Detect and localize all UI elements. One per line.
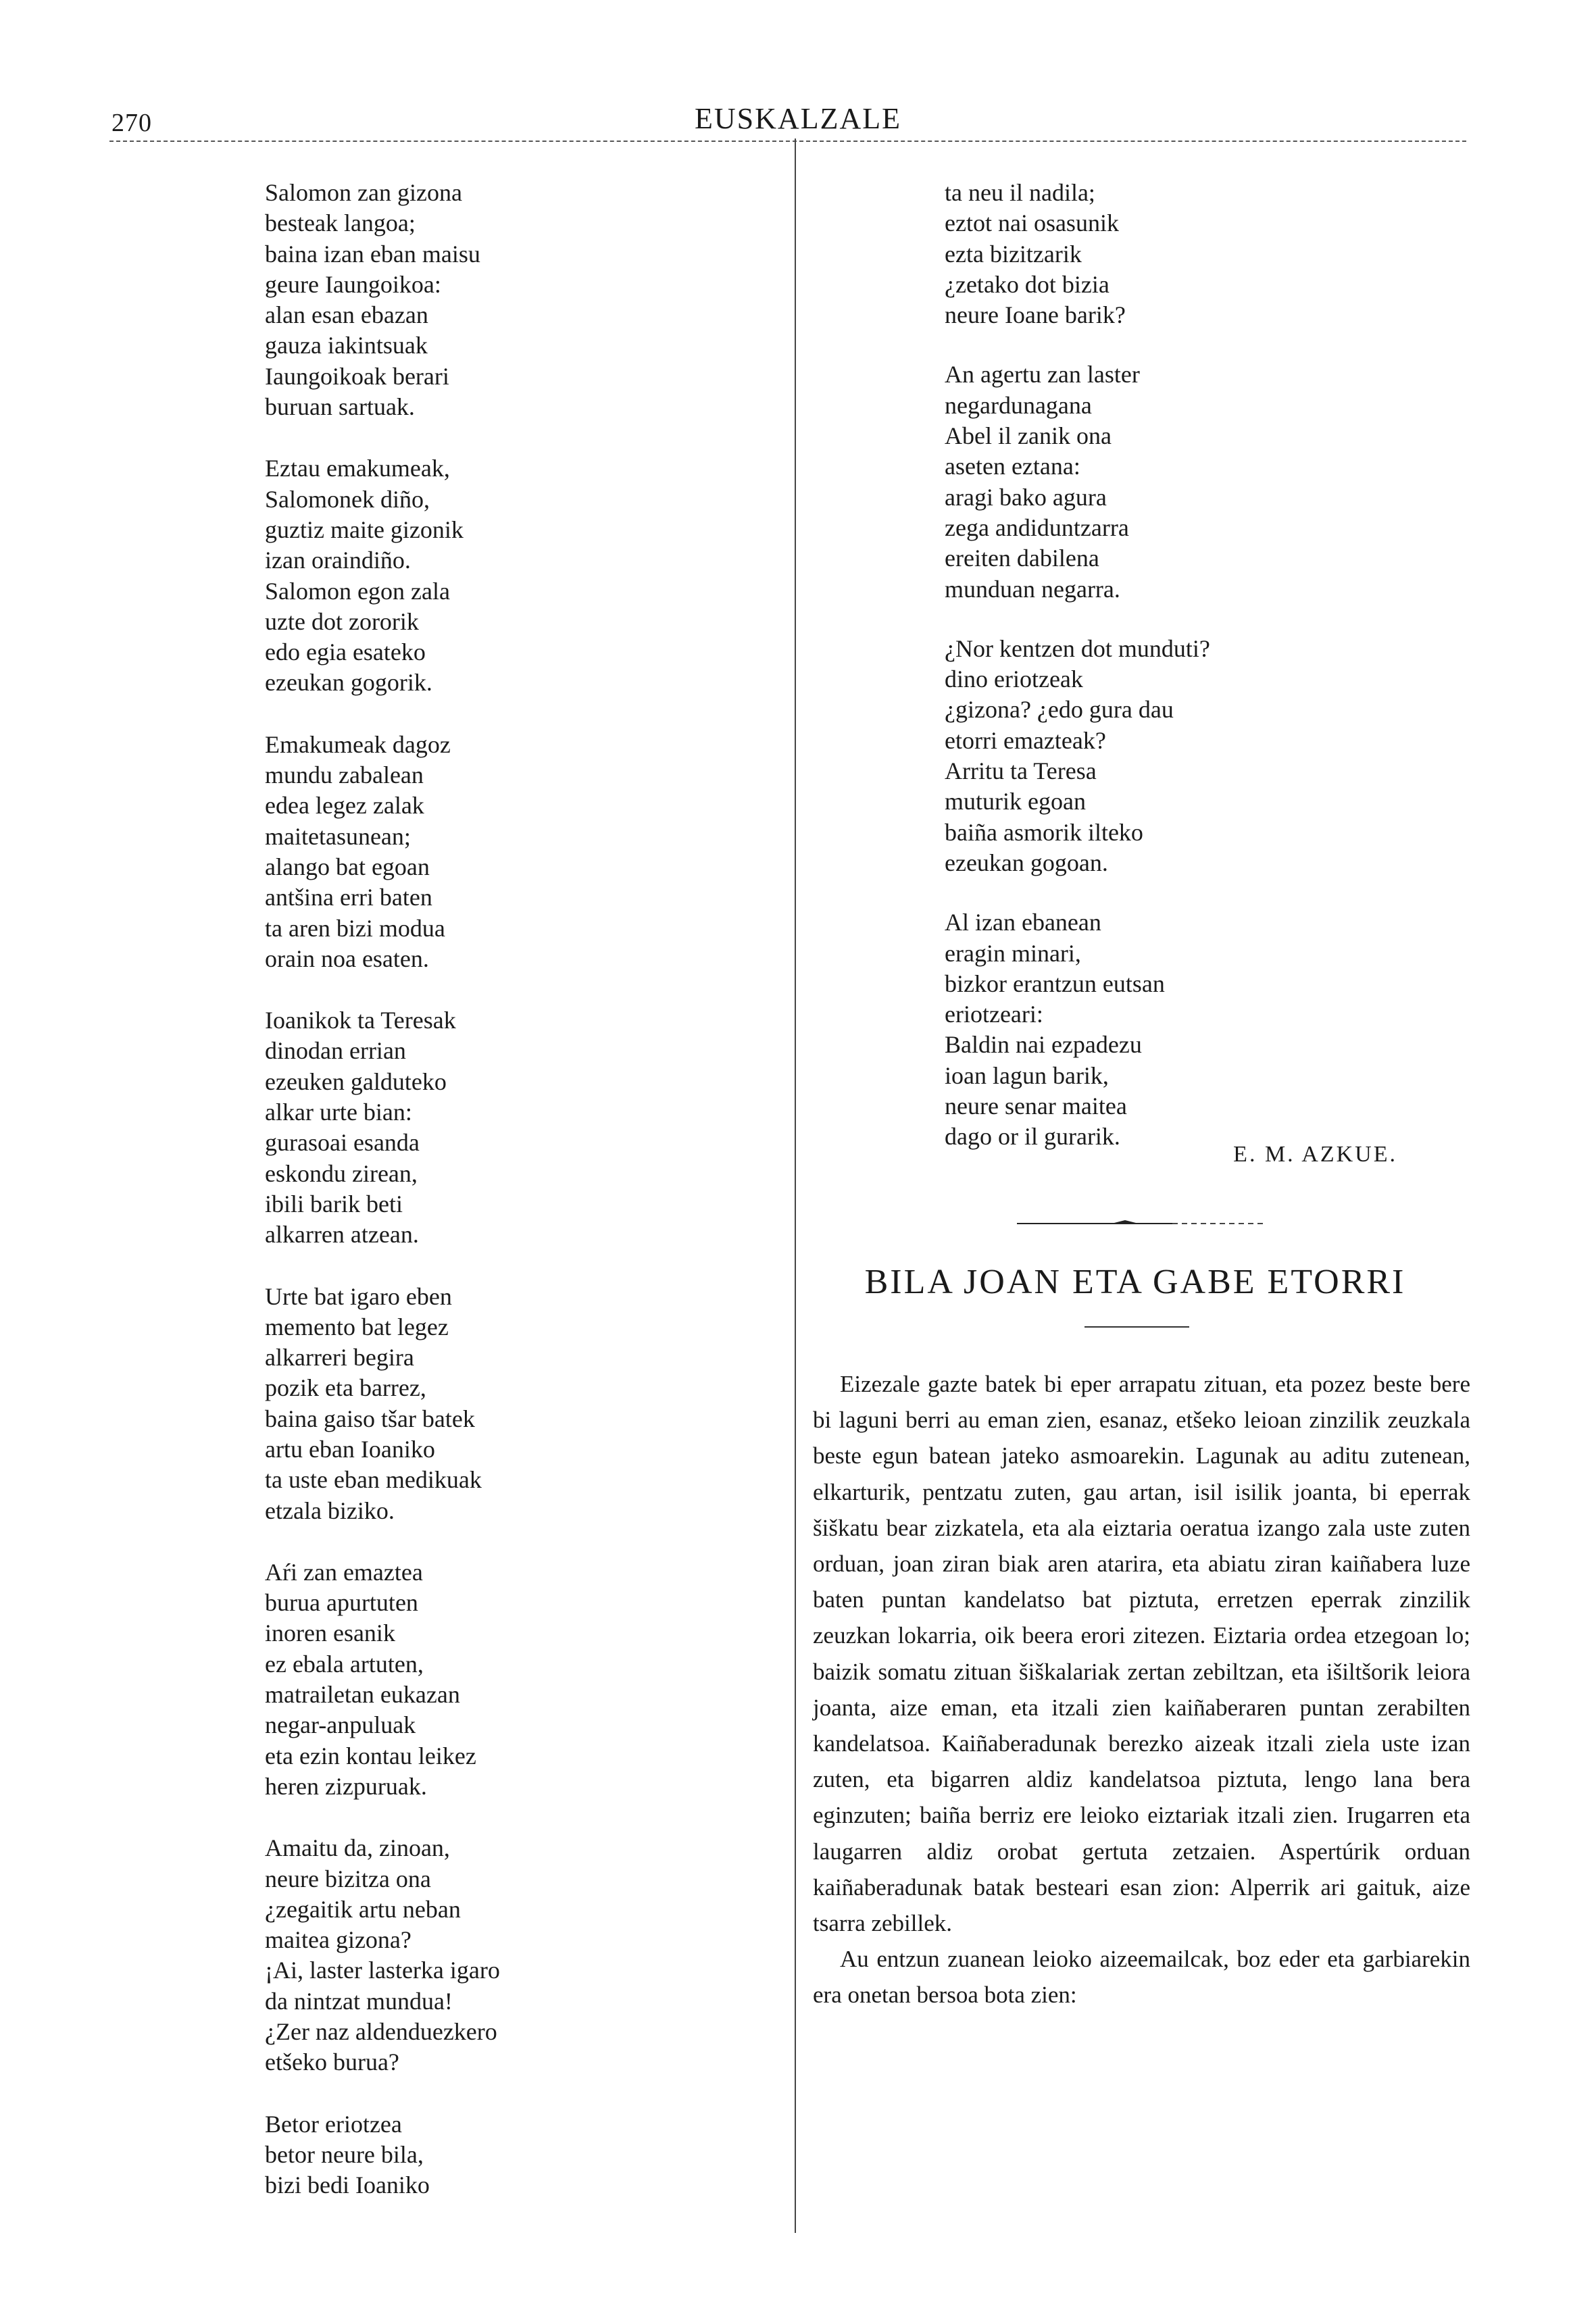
verse-line: alkarreri begira bbox=[265, 1344, 414, 1372]
left-column bbox=[265, 178, 724, 2201]
verse-line: baiña asmorik ilteko bbox=[945, 818, 1143, 846]
verse-line: Amaitu da, zinoan, bbox=[265, 1834, 450, 1862]
verse-line: etzala biziko. bbox=[265, 1496, 395, 1524]
verse-line: alango bat egoan bbox=[265, 853, 430, 880]
verse-line: etšeko burua? bbox=[265, 2048, 399, 2076]
verse-line: gurasoai esanda bbox=[265, 1129, 420, 1157]
verse-line: ioan lagun barik, bbox=[945, 1061, 1109, 1089]
verse-line: ezeuken galduteko bbox=[265, 1067, 447, 1095]
header-rule bbox=[109, 141, 1466, 142]
verse-line: alan esan ebazan bbox=[265, 301, 428, 329]
verse-line: Baldin nai ezpadezu bbox=[945, 1031, 1142, 1059]
verse-line: eztot nai osasunik bbox=[945, 209, 1119, 237]
stanza bbox=[265, 1005, 724, 1250]
stanza bbox=[945, 359, 1404, 604]
verse-line: dino eriotzeak bbox=[945, 665, 1083, 693]
stanza bbox=[265, 453, 724, 698]
verse-line: etorri emazteak? bbox=[945, 726, 1106, 754]
verse-line: ta aren bizi modua bbox=[265, 914, 445, 942]
article-title: BILA JOAN ETA GABE ETORRI bbox=[864, 1263, 1406, 1301]
right-column bbox=[945, 178, 1404, 1153]
title-rule bbox=[1084, 1326, 1189, 1328]
stanza bbox=[945, 178, 1404, 330]
verse-line: eta ezin kontau leikez bbox=[265, 1742, 476, 1769]
verse-line: bizi bedi Ioaniko bbox=[265, 2171, 430, 2199]
column-divider bbox=[795, 139, 796, 2233]
verse-line: aseten eztana: bbox=[945, 453, 1080, 480]
verse-line: baina izan eban maisu bbox=[265, 240, 480, 268]
verse-line: ta uste eban medikuak bbox=[265, 1466, 482, 1494]
stanza bbox=[945, 907, 1404, 1152]
verse-line: negardunagana bbox=[945, 391, 1092, 419]
verse-line: ¿zegaitik artu neban bbox=[265, 1895, 461, 1923]
verse-line: baina gaiso tšar batek bbox=[265, 1405, 475, 1432]
article-body bbox=[813, 1366, 1470, 2013]
verse-line: neure Ioane barik? bbox=[945, 301, 1126, 329]
running-head: EUSKALZALE bbox=[695, 102, 901, 135]
verse-line: neure bizitza ona bbox=[265, 1865, 431, 1892]
verse-line: munduan negarra. bbox=[945, 575, 1120, 603]
verse-line: geure Iaungoikoa: bbox=[265, 270, 441, 298]
stanza bbox=[265, 1557, 724, 1802]
verse-line: artu eban Ioaniko bbox=[265, 1435, 435, 1463]
verse-line: guztiz maite gizonik bbox=[265, 515, 464, 543]
verse-line: ezeukan gogorik. bbox=[265, 669, 432, 697]
verse-line: Abel il zanik ona bbox=[945, 422, 1112, 450]
article-paragraph: Au entzun zuanean leioko aizeemailcak, boz eder eta garbiarekin era onetan bersoa bota zien: bbox=[813, 1946, 1470, 2009]
verse-line: heren zizpuruak. bbox=[265, 1772, 427, 1800]
author-signature: E. M. AZKUE. bbox=[1233, 1142, 1397, 1167]
verse-line: ¿Zer naz aldenduezkero bbox=[265, 2018, 497, 2046]
verse-line: Salomonek diño, bbox=[265, 485, 430, 513]
verse-line: Betor eriotzea bbox=[265, 2110, 402, 2138]
stanza bbox=[945, 634, 1404, 878]
verse-line: dinodan errian bbox=[265, 1037, 406, 1065]
verse-line: inoren esanik bbox=[265, 1619, 395, 1647]
verse-line: Al izan ebanean bbox=[945, 909, 1101, 936]
verse-line: zega andiduntzarra bbox=[945, 513, 1129, 541]
verse-line: ezeukan gogoan. bbox=[945, 849, 1108, 876]
verse-line: memento bat legez bbox=[265, 1313, 449, 1340]
verse-line: Emakumeak dagoz bbox=[265, 730, 451, 758]
verse-line: ¿gizona? ¿edo gura dau bbox=[945, 696, 1174, 724]
verse-line: alkarren atzean. bbox=[265, 1221, 419, 1249]
verse-line: bizkor erantzun eutsan bbox=[945, 970, 1165, 997]
verse-line: uzte dot zororik bbox=[265, 607, 419, 635]
verse-line: muturik egoan bbox=[945, 788, 1086, 815]
article-paragraph: Eizezale gazte batek bi eper arrapatu zituan, eta pozez beste bere bi laguni berri au eman zien, esanaz, etšeko leioan zinzilik zeuzkala beste egun batean jateko asmoarekin. Lagunak au aditu zutenean, elkarturik, pentzatu zuten, gau artan, isil isilik joanta, bi eperrak šiškatu bear zizkatela, eta ala eiztaria oeratua izango zala uste zuten orduan, joan ziran biak aren atarira, eta abiatu ziran kaiñabera luze baten puntan kandelatso bat piztuta, erretzen eperrak zinzilik zeuzkan lokarria, oik beera erori zitezen. Eiztaria ordea etzegoan lo; baizik somatu zituan šiškalariak zertan zebiltzan, eta išiltšorik leiora joanta, aize eman, eta itzali zien kaiñaberaren puntan zerabilten kandelatsoa. Kaiñaberadunak berezko aizeak itzali ziela uste izan zuten, eta bigarren aldiz kandelatsoa piztuta, lengo lana bera eginzuten; baiña berriz ere leioko eiztariak itzali zien. Irugarren eta laugarren aldiz orobat gertuta zetzaien. Aspertúrik orduan kaiñaberadunak batak besteari esan zion: Alperrik ari gaituk, aize tsarra zebillek. bbox=[813, 1371, 1470, 1937]
verse-line: edo egia esateko bbox=[265, 638, 426, 666]
verse-line: eragin minari, bbox=[945, 939, 1081, 967]
verse-line: Aŕi zan emaztea bbox=[265, 1558, 423, 1586]
stanza bbox=[265, 730, 724, 974]
verse-line: ¡Ai, laster lasterka igaro bbox=[265, 1957, 500, 1984]
verse-line: Salomon egon zala bbox=[265, 577, 450, 605]
verse-line: ¿Nor kentzen dot munduti? bbox=[945, 634, 1210, 662]
verse-line: ibili barik beti bbox=[265, 1190, 403, 1217]
verse-line: buruan sartuak. bbox=[265, 393, 415, 421]
verse-line: besteak langoa; bbox=[265, 209, 416, 237]
verse-line: ez ebala artuten, bbox=[265, 1650, 424, 1678]
verse-line: da nintzat mundua! bbox=[265, 1987, 453, 2015]
stanza bbox=[265, 1833, 724, 2078]
verse-line: ereiten dabilena bbox=[945, 545, 1099, 572]
verse-line: izan oraindiño. bbox=[265, 547, 411, 574]
verse-line: ta neu il nadila; bbox=[945, 179, 1095, 206]
verse-line: maitea gizona? bbox=[265, 1926, 412, 1954]
verse-line: An agertu zan laster bbox=[945, 361, 1140, 388]
verse-line: antšina erri baten bbox=[265, 884, 432, 911]
verse-line: orain noa esaten. bbox=[265, 945, 429, 972]
verse-line: maitetasunean; bbox=[265, 822, 411, 850]
stanza bbox=[265, 2109, 724, 2201]
verse-line: burua apurtuten bbox=[265, 1589, 418, 1617]
stanza bbox=[265, 178, 724, 422]
stanza bbox=[265, 1282, 724, 1526]
verse-line: eriotzeari: bbox=[945, 1001, 1043, 1028]
verse-line: ezta bizitzarik bbox=[945, 240, 1082, 268]
verse-line: matrailetan eukazan bbox=[265, 1681, 460, 1709]
verse-line: edea legez zalak bbox=[265, 792, 424, 820]
verse-line: gauza iakintsuak bbox=[265, 332, 428, 359]
verse-line: Ioanikok ta Teresak bbox=[265, 1007, 456, 1034]
verse-line: Arritu ta Teresa bbox=[945, 757, 1097, 785]
verse-line: pozik eta barrez, bbox=[265, 1374, 426, 1402]
verse-line: negar-anpuluak bbox=[265, 1711, 416, 1739]
verse-line: neure senar maitea bbox=[945, 1092, 1127, 1120]
verse-line: eskondu zirean, bbox=[265, 1159, 418, 1187]
verse-line: aragi bako agura bbox=[945, 483, 1107, 511]
verse-line: Urte bat igaro eben bbox=[265, 1282, 452, 1310]
verse-line: betor neure bila, bbox=[265, 2140, 424, 2168]
verse-line: Iaungoikoak berari bbox=[265, 362, 449, 390]
verse-line: Salomon zan gizona bbox=[265, 179, 462, 206]
verse-line: mundu zabalean bbox=[265, 761, 424, 789]
verse-line: ¿zetako dot bizia bbox=[945, 270, 1109, 298]
ornament-divider bbox=[1017, 1220, 1267, 1226]
verse-line: alkar urte bian: bbox=[265, 1099, 412, 1126]
verse-line: Eztau emakumeak, bbox=[265, 455, 450, 482]
page-number: 270 bbox=[111, 109, 152, 137]
verse-line: dago or il gurarik. bbox=[945, 1123, 1120, 1151]
